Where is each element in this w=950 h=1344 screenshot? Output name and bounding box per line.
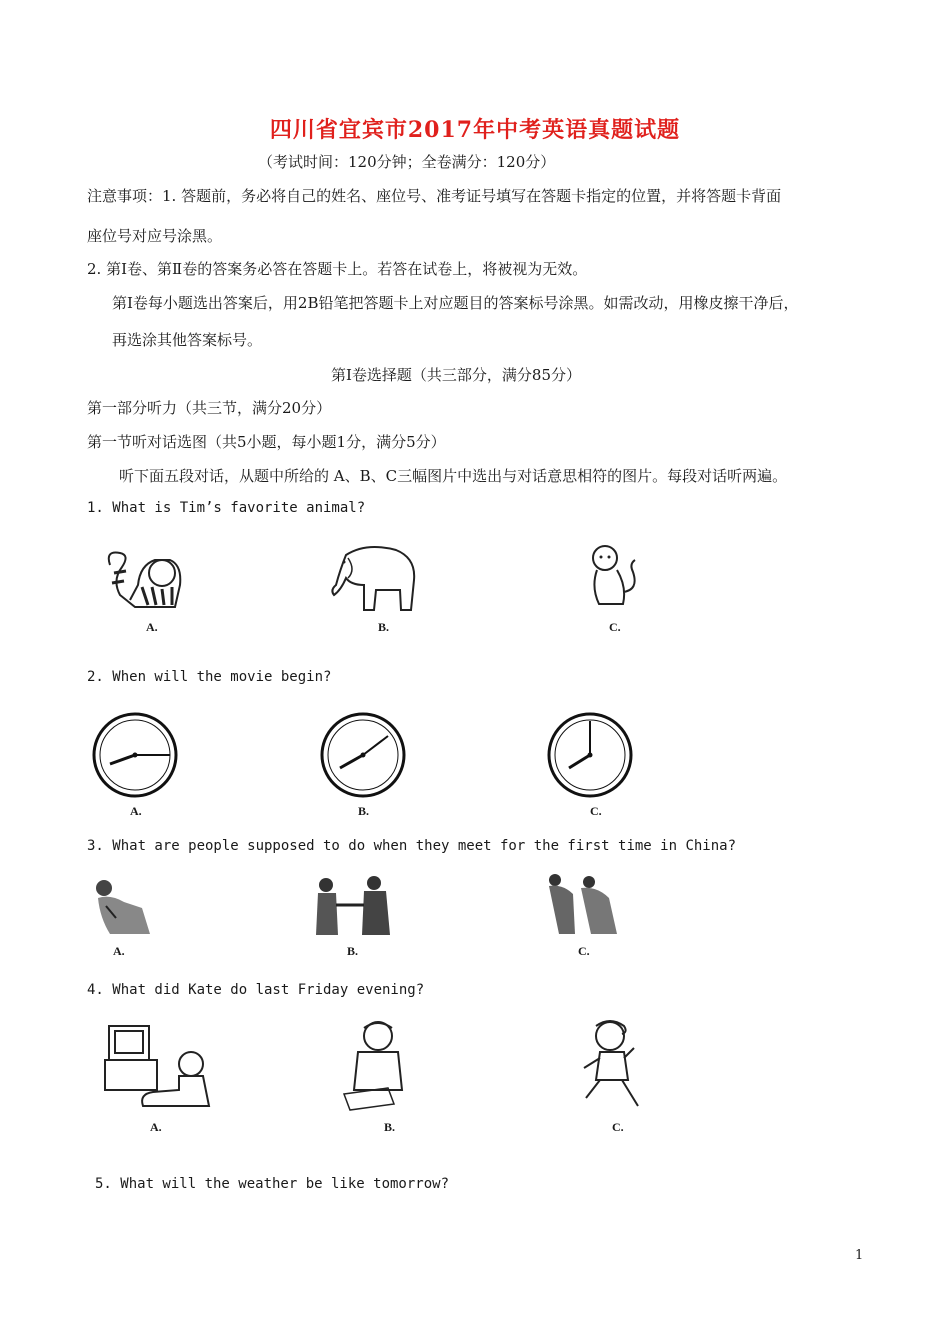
question-3: 3. What are people supposed to do when they meet for the first time in China? xyxy=(87,838,737,854)
q3-label-c: C. xyxy=(578,944,590,958)
q3-label-a: A. xyxy=(113,944,125,958)
question-5: 5. What will the weather be like tomorrow? xyxy=(95,1176,450,1192)
notes-line-3: 2. 第Ⅰ卷、第Ⅱ卷的答案务必答在答题卡上。若答在试卷上，将被视为无效。 xyxy=(87,260,588,278)
q4-label-c: C. xyxy=(612,1120,624,1134)
question-1: 1. What is Tim’s favorite animal? xyxy=(87,500,366,516)
section-heading: 第一节听对话选图（共5小题，每小题1分，满分5分） xyxy=(87,433,446,451)
part-heading: 第一部分听力（共三节，满分20分） xyxy=(87,399,332,417)
drawing-boy-picture xyxy=(338,1018,418,1113)
q3-label-b: B. xyxy=(347,944,359,958)
bowing-woman-picture xyxy=(90,878,155,936)
monkey-picture xyxy=(583,542,643,612)
clock-a xyxy=(92,712,178,798)
q4-label-b: B. xyxy=(384,1120,396,1134)
tiger-picture xyxy=(100,545,185,615)
notes-line-1: 注意事项：1. 答题前，务必将自己的姓名、座位号、准考证号填写在答题卡指定的位置，并将答题卡背面 xyxy=(87,187,782,205)
bowing-men-picture xyxy=(545,872,623,936)
q1-label-a: A. xyxy=(146,620,158,634)
q1-label-c: C. xyxy=(609,620,621,634)
q2-label-c: C. xyxy=(590,804,602,818)
q2-label-b: B. xyxy=(358,804,370,818)
listening-instruction: 听下面五段对话，从题中所给的 A、B、C三幅图片中选出与对话意思相符的图片。每段对话听两遍。 xyxy=(119,467,788,485)
notes-line-4: 第Ⅰ卷每小题选出答案后，用2B铅笔把答题卡上对应题目的答案标号涂黑。如需改动，用橡皮擦干净后， xyxy=(112,294,799,312)
question-2: 2. When will the movie begin? xyxy=(87,669,332,685)
q2-label-a: A. xyxy=(130,804,142,818)
page-title: 四川省宜宾市2017年中考英语真题试题 xyxy=(269,117,681,143)
section-title: 第Ⅰ卷选择题（共三部分，满分85分） xyxy=(331,366,582,384)
clock-c xyxy=(547,712,633,798)
exam-info: （考试时间：120分钟；全卷满分：120分） xyxy=(258,153,556,171)
page-number: 1 xyxy=(855,1248,864,1263)
clock-b xyxy=(320,712,406,798)
notes-line-5: 再选涂其他答案标号。 xyxy=(112,331,263,349)
q4-label-a: A. xyxy=(150,1120,162,1134)
handshake-picture xyxy=(312,875,392,937)
dancing-boy-picture xyxy=(578,1018,646,1113)
watching-tv-picture xyxy=(103,1020,218,1115)
notes-line-2: 座位号对应号涂黑。 xyxy=(87,227,223,245)
elephant-picture xyxy=(326,540,426,615)
question-4: 4. What did Kate do last Friday evening? xyxy=(87,982,425,998)
q1-label-b: B. xyxy=(378,620,390,634)
